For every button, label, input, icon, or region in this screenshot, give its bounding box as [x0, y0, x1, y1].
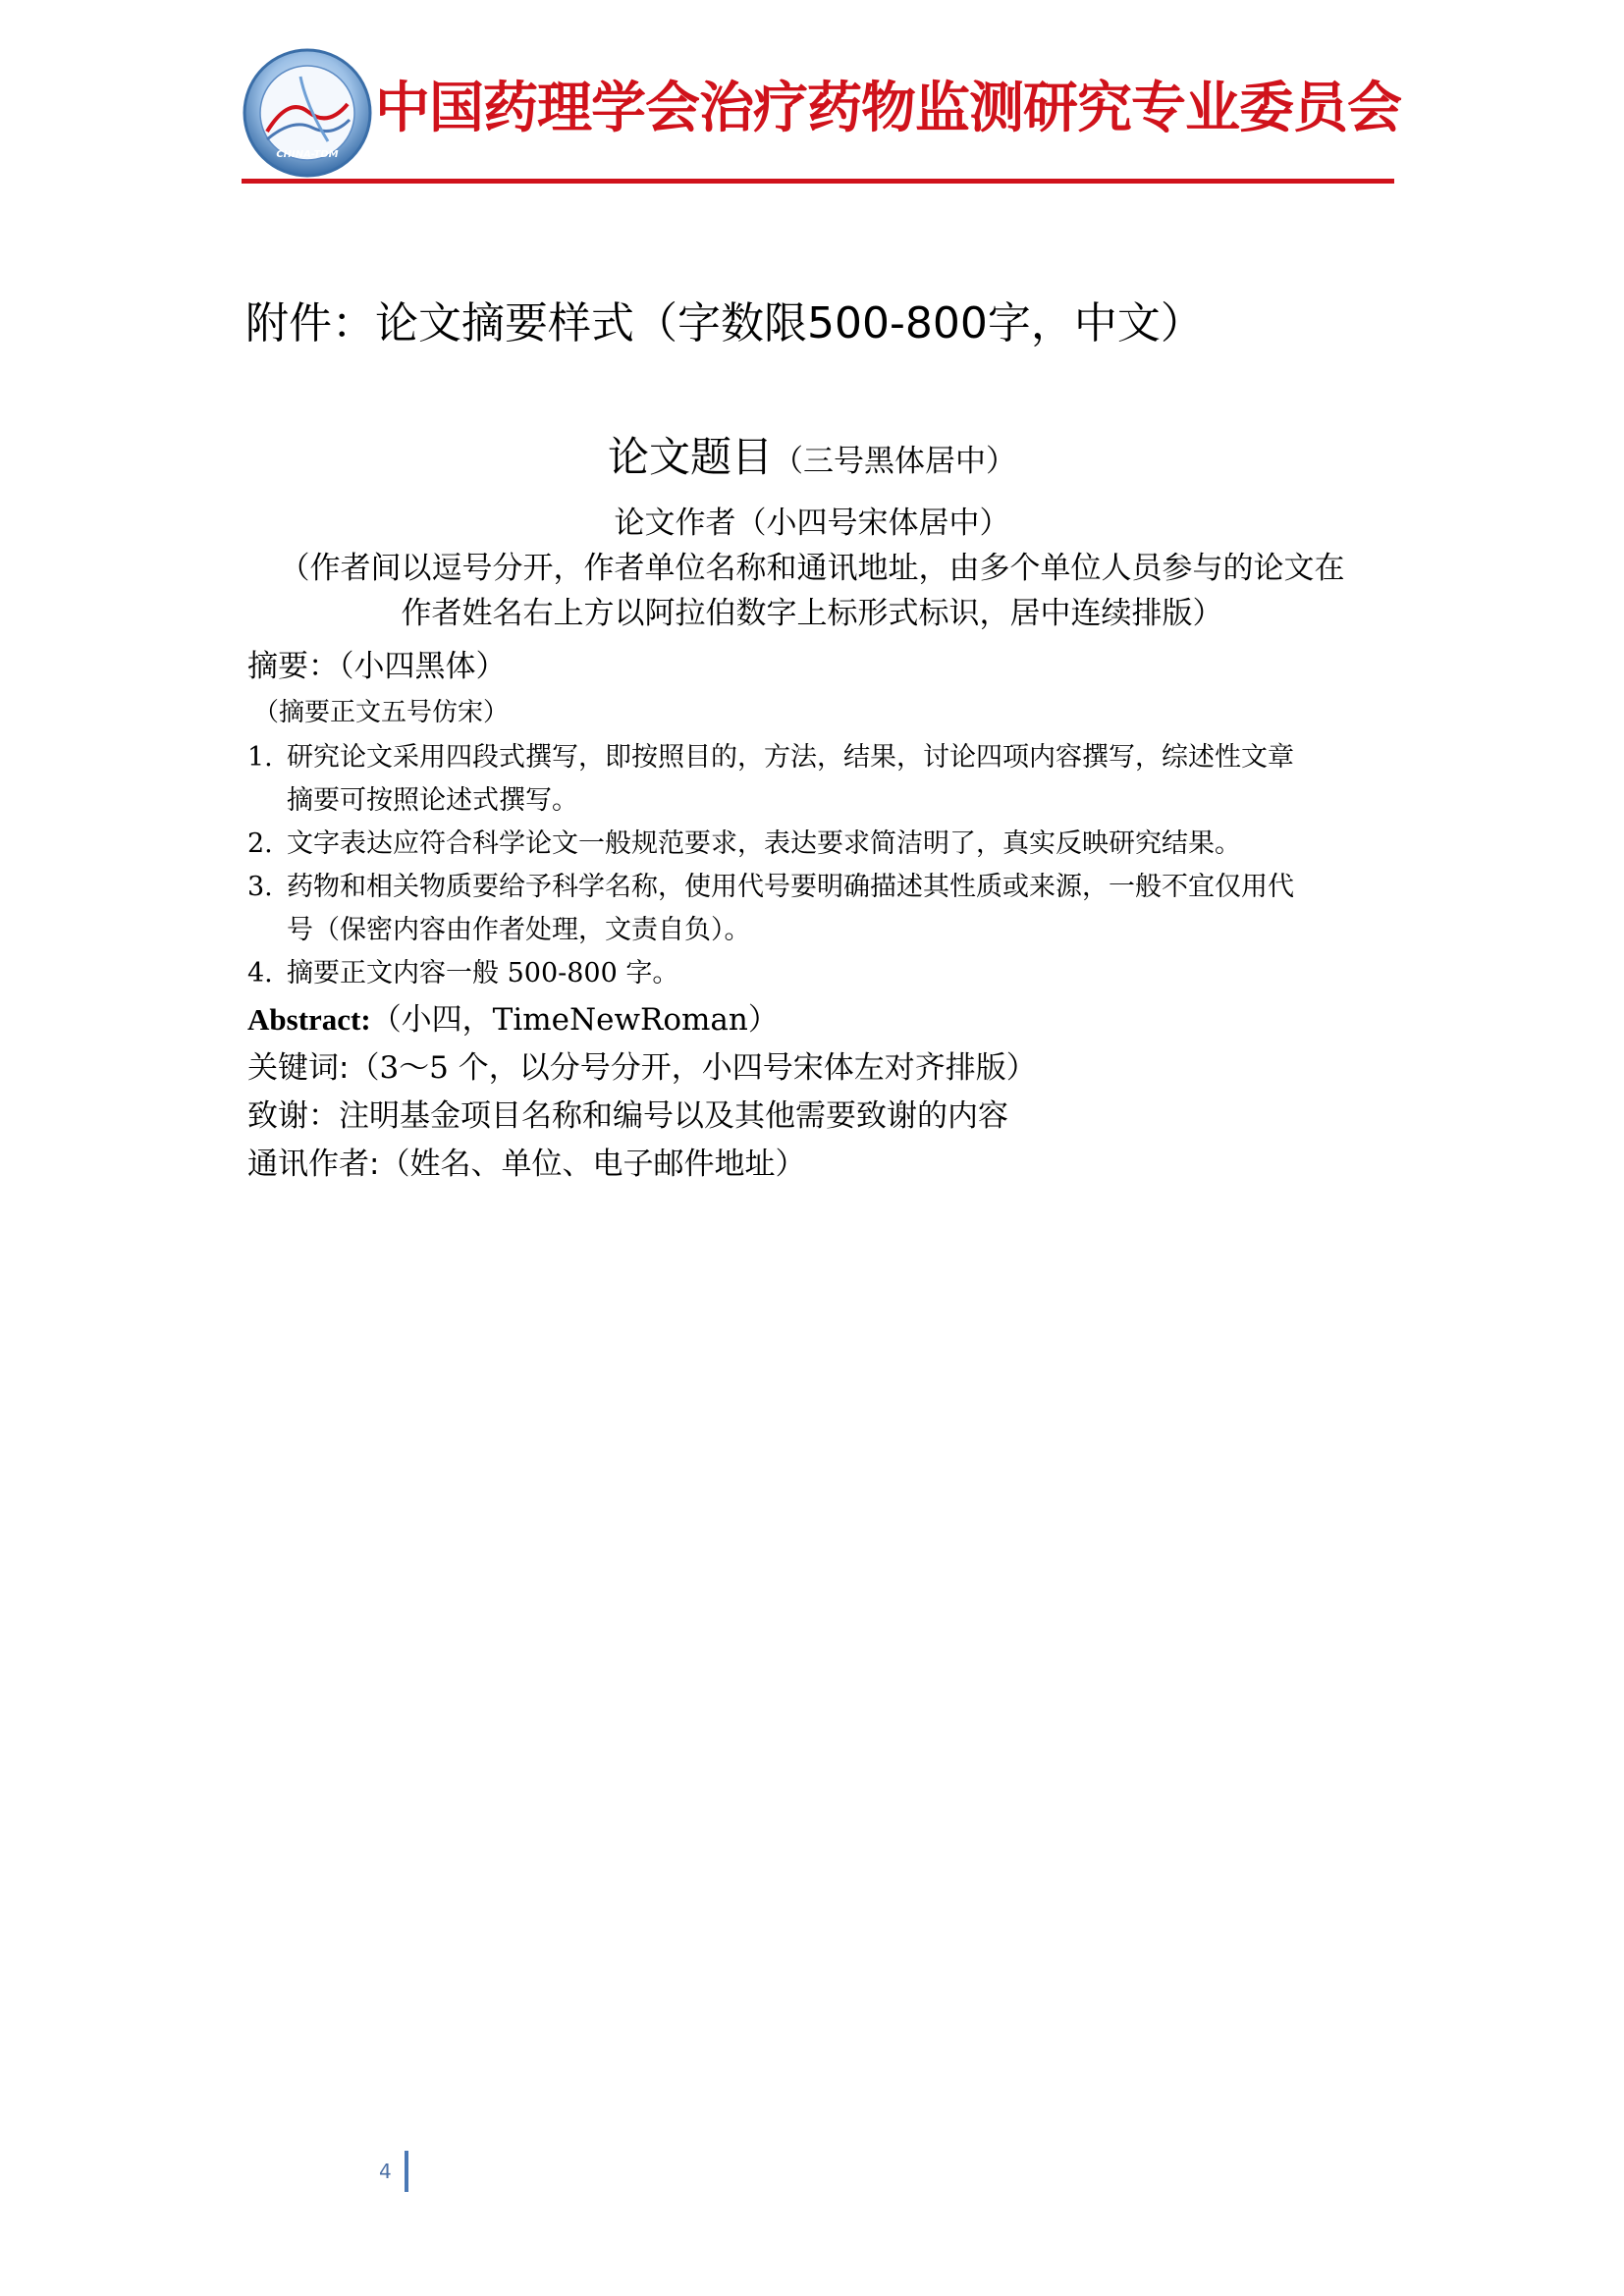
- organization-logo: [242, 47, 373, 179]
- author-line: 论文作者（小四号宋体居中）: [614, 506, 1010, 541]
- list-item: [247, 866, 1294, 952]
- attachment-title: 附件：论文摘要样式（字数限500-800字，中文）: [245, 298, 1204, 348]
- abstract-cn-heading: [247, 646, 507, 687]
- acknowledgement-label: 致谢：: [247, 1098, 339, 1134]
- list-item: [247, 736, 1294, 823]
- logo-text: CHINA-TDM: [276, 149, 339, 160]
- abstract-en-note: （小四，TimeNewRoman）: [370, 1002, 779, 1038]
- keywords-line: [247, 1047, 1037, 1089]
- author-note-line-1: （作者间以逗号分开，作者单位名称和通讯地址，由多个单位人员参与的论文在: [279, 551, 1345, 586]
- list-item-text-cont: 摘要可按照论述式撰写。: [287, 785, 578, 816]
- keywords-label: 关键词:: [247, 1050, 350, 1086]
- list-item-text: 文字表达应符合科学论文一般规范要求，表达要求简洁明了，真实反映研究结果。: [287, 828, 1241, 859]
- abstract-body-note: （摘要正文五号仿宋）: [253, 698, 510, 727]
- keywords-note: （3～5 个，以分号分开，小四号宋体左对齐排版）: [349, 1050, 1037, 1086]
- list-item-number: 3.: [247, 872, 273, 902]
- author-note-line-2: 作者姓名右上方以阿拉伯数字上标形式标识，居中连续排版）: [401, 596, 1223, 631]
- paper-title: [0, 428, 1624, 496]
- list-item-number: 4.: [247, 958, 273, 988]
- abstract-cn-label: 摘要：: [247, 649, 339, 684]
- list-item-text: 摘要正文内容一般 500-800 字。: [287, 958, 679, 988]
- header-divider: [242, 179, 1394, 184]
- page-number-bar: [405, 2151, 408, 2192]
- abstract-en-line: [247, 999, 779, 1041]
- list-item-number: 2.: [247, 828, 273, 859]
- list-item: [247, 823, 1241, 866]
- organization-name: 中国药理学会治疗药物监测研究专业委员会: [375, 77, 1401, 140]
- list-item-text: 药物和相关物质要给予科学名称，使用代号要明确描述其性质或来源，一般不宜仅用代: [287, 872, 1294, 902]
- paper-title-note: （三号黑体居中）: [773, 444, 1016, 479]
- corresponding-author-note: （姓名、单位、电子邮件地址）: [379, 1147, 806, 1182]
- abstract-en-label: Abstract:: [247, 1002, 371, 1037]
- list-item-text-cont: 号（保密内容由作者处理，文责自负）。: [287, 915, 751, 945]
- list-item: [247, 952, 678, 995]
- list-item-text: 研究论文采用四段式撰写，即按照目的，方法，结果，讨论四项内容撰写，综述性文章: [287, 742, 1294, 773]
- list-item-number: 1.: [247, 742, 273, 773]
- page-number: 4: [379, 2160, 392, 2183]
- abstract-cn-note: （小四黑体）: [339, 649, 507, 684]
- acknowledgement-note: 注明基金项目名称和编号以及其他需要致谢的内容: [339, 1098, 1008, 1134]
- acknowledgement-line: [247, 1095, 1008, 1137]
- corresponding-author-line: [247, 1144, 805, 1185]
- paper-title-main: 论文题目: [607, 433, 773, 481]
- corresponding-author-label: 通讯作者:: [247, 1147, 380, 1182]
